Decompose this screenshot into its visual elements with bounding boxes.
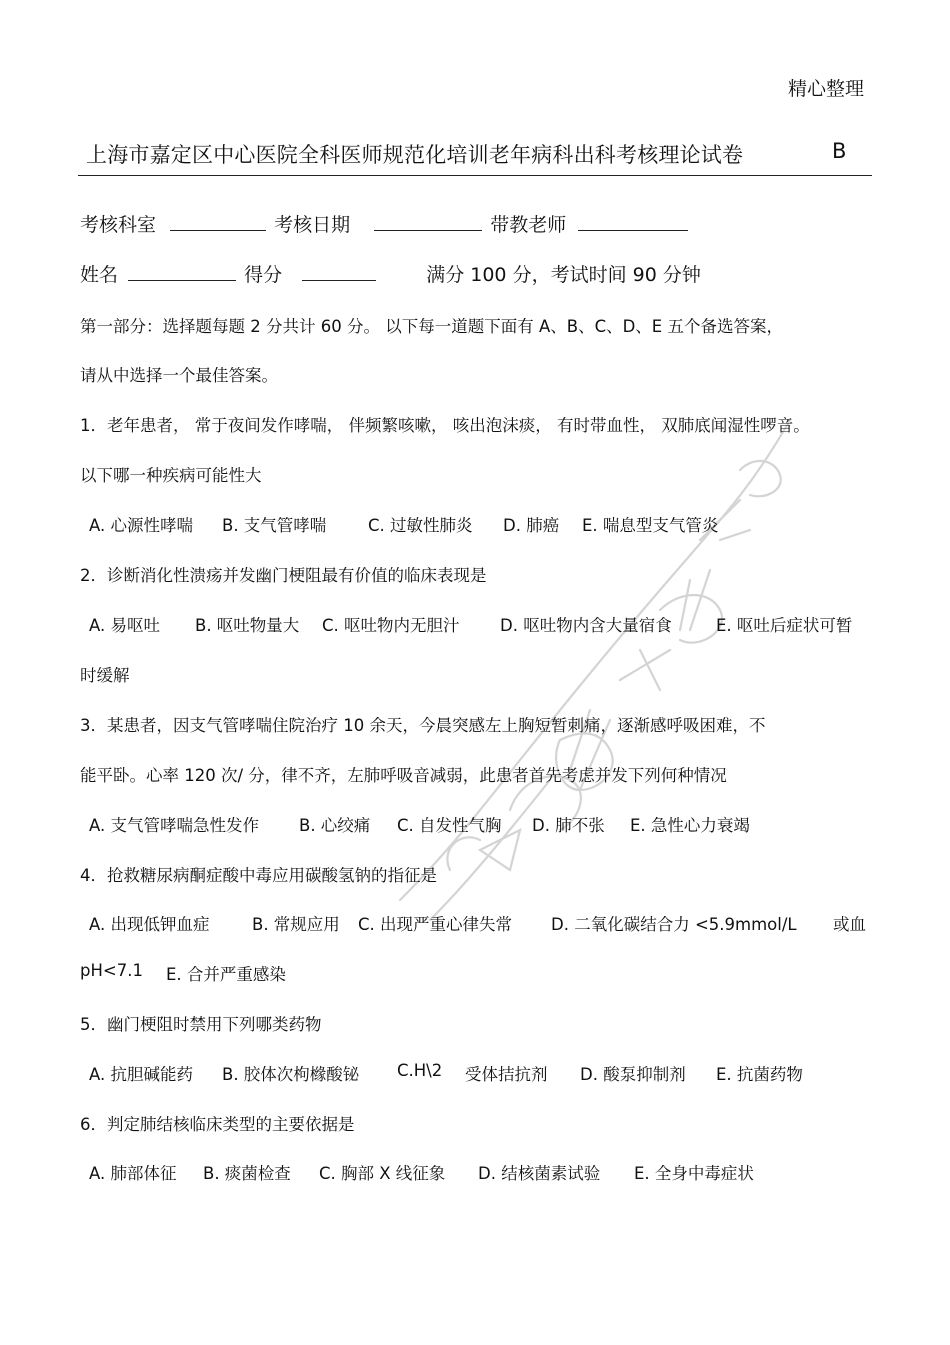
- date-blank: [374, 212, 482, 231]
- date-label: 考核日期: [274, 214, 351, 236]
- question-4-option-d-tail: 或血: [833, 915, 866, 934]
- question-3-stem: 3．某患者，因支气管哮喘住院治疗 10 余天，今晨突感左上胸短暂刺痛，逐渐感呼吸困难，不: [80, 716, 766, 735]
- teacher-label: 带教老师: [490, 214, 567, 236]
- question-1-option-e: E. 喘息型支气管炎: [582, 516, 719, 535]
- question-3-option-b: B. 心绞痛: [299, 816, 371, 835]
- question-5-option-d: D. 酸泵抑制剂: [580, 1065, 686, 1084]
- question-3-option-d: D. 肺不张: [532, 816, 605, 835]
- instructions-line-1: 第一部分：选择题每题 2 分共计 60 分。 以下每一道题下面有 A、B、C、D、E 五个备选答案，: [80, 317, 783, 336]
- teacher-blank: [578, 212, 688, 231]
- question-1-stem-cont: 以下哪一种疾病可能性大: [80, 466, 262, 485]
- question-5-option-e: E. 抗菌药物: [716, 1065, 803, 1084]
- question-4-option-c: C. 出现严重心律失常: [358, 915, 513, 934]
- question-1-option-d: D. 肺癌: [503, 516, 560, 535]
- question-1-stem: 1．老年患者， 常于夜间发作哮喘， 伴频繁咳嗽， 咳出泡沫痰， 有时带血性， 双肺底闻湿性啰音。: [80, 416, 810, 435]
- question-3-option-a: A. 支气管哮喘急性发作: [89, 816, 259, 835]
- form-row-2: [80, 260, 701, 287]
- question-3-stem-cont: 能平卧。心率 120 次/ 分，律不齐，左肺呼吸音减弱，此患者首先考虑并发下列何种情况: [80, 766, 727, 785]
- form-row-1: [80, 210, 688, 237]
- question-2-option-c: C. 呕吐物内无胆汁: [322, 616, 460, 635]
- question-6-option-c: C. 胸部 X 线征象: [319, 1164, 446, 1183]
- question-2-option-b: B. 呕吐物量大: [195, 616, 300, 635]
- question-6-option-e: E. 全身中毒症状: [634, 1164, 754, 1183]
- paper-version: B: [832, 139, 847, 163]
- title-divider: [78, 175, 872, 176]
- question-4-option-d: D. 二氧化碳结合力 <5.9mmol/L: [551, 915, 797, 934]
- question-2-stem: 2．诊断消化性溃疡并发幽门梗阻最有价值的临床表现是: [80, 566, 487, 585]
- dept-label: 考核科室: [80, 214, 157, 236]
- score-label: 得分: [244, 264, 283, 286]
- question-1-option-c: C. 过敏性肺炎: [368, 516, 473, 535]
- header-note: 精心整理: [787, 78, 864, 100]
- question-6-stem: 6．判定肺结核临床类型的主要依据是: [80, 1115, 355, 1134]
- instructions-line-2: 请从中选择一个最佳答案。: [80, 366, 278, 385]
- question-4-option-a: A. 出现低钾血症: [89, 915, 210, 934]
- name-blank: [128, 262, 236, 281]
- dept-blank: [170, 212, 266, 231]
- question-6-option-a: A. 肺部体征: [89, 1164, 177, 1183]
- page-title: 上海市嘉定区中心医院全科医师规范化培训老年病科出科考核理论试卷: [86, 143, 744, 167]
- question-5-option-c: C.H\2: [397, 1061, 443, 1080]
- question-3-option-c: C. 自发性气胸: [397, 816, 502, 835]
- question-4-stem: 4．抢救糖尿病酮症酸中毒应用碳酸氢钠的指征是: [80, 866, 437, 885]
- question-2-option-e: E. 呕吐后症状可暂: [716, 616, 853, 635]
- question-5-option-c-cont: 受体拮抗剂: [465, 1065, 548, 1084]
- question-1-option-a: A. 心源性哮喘: [89, 516, 193, 535]
- question-6-option-d: D. 结核菌素试验: [478, 1164, 601, 1183]
- question-4-option-e: E. 合并严重感染: [166, 965, 286, 984]
- question-5-option-b: B. 胶体次枸橼酸铋: [222, 1065, 360, 1084]
- question-6-option-b: B. 痰菌检查: [203, 1164, 291, 1183]
- question-2-option-a: A. 易呕吐: [89, 616, 160, 635]
- question-5-option-a: A. 抗胆碱能药: [89, 1065, 193, 1084]
- question-3-option-e: E. 急性心力衰竭: [630, 816, 750, 835]
- full-score-note: 满分 100 分，考试时间 90 分钟: [426, 264, 701, 286]
- question-5-stem: 5．幽门梗阻时禁用下列哪类药物: [80, 1015, 322, 1034]
- score-blank: [302, 262, 376, 281]
- question-2-option-d: D. 呕吐物内含大量宿食: [500, 616, 672, 635]
- question-4-option-d-cont: pH<7.1: [80, 961, 143, 980]
- question-4-option-b: B. 常规应用: [252, 915, 340, 934]
- watermark-image: [360, 380, 820, 940]
- question-2-option-e-cont: 时缓解: [80, 666, 130, 685]
- question-1-option-b: B. 支气管哮喘: [222, 516, 327, 535]
- name-label: 姓名: [80, 264, 119, 286]
